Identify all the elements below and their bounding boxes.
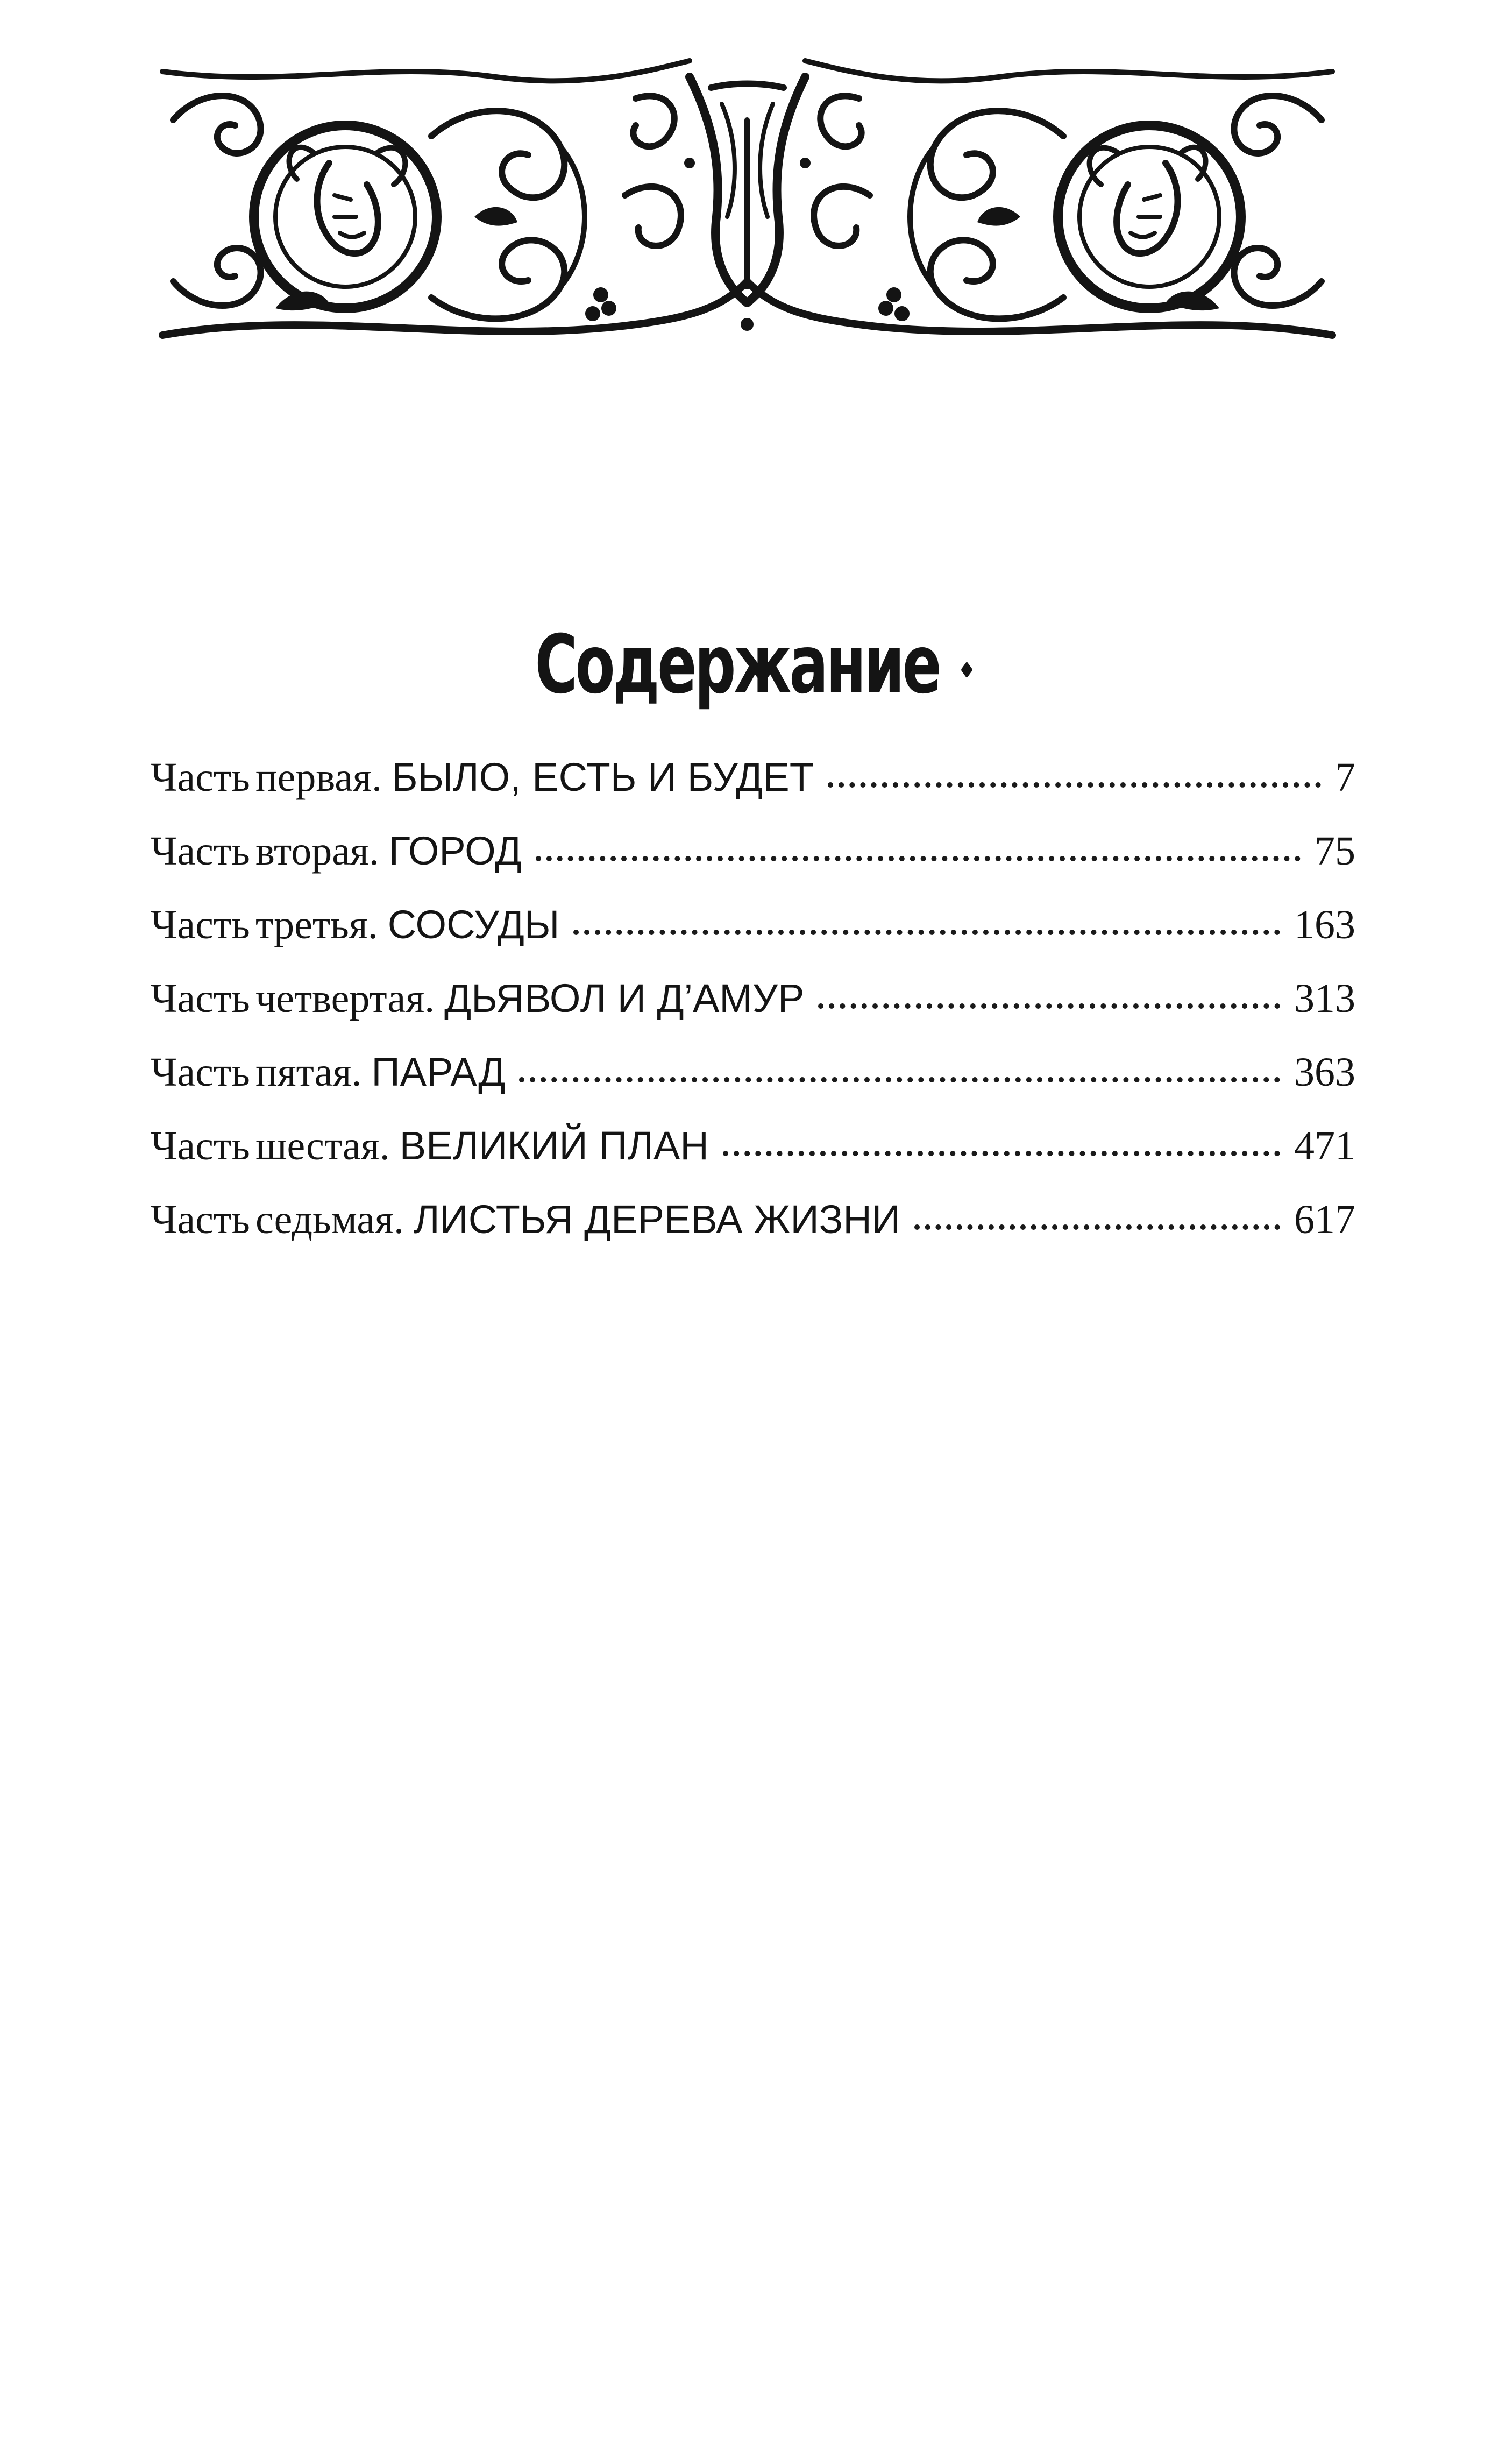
- toc-part-title: ПАРАД: [371, 1050, 506, 1094]
- toc-entry-part-5[interactable]: [151, 1048, 1355, 1122]
- toc-ordinal: третья.: [255, 902, 378, 947]
- page-title-text: Содержание: [535, 618, 940, 712]
- toc-entry-part-4[interactable]: [151, 974, 1355, 1048]
- toc-part-title: СОСУДЫ: [387, 902, 560, 947]
- toc-ordinal: первая.: [255, 755, 382, 800]
- toc-entry-part-3[interactable]: [151, 901, 1355, 974]
- dot-leader: [914, 1224, 1280, 1230]
- toc-ordinal: пятая.: [255, 1050, 362, 1095]
- toc-ordinal: вторая.: [255, 829, 379, 874]
- toc-part-word: Часть: [151, 755, 250, 800]
- toc-page-number: 7: [1335, 755, 1355, 800]
- toc-part-word: Часть: [151, 1050, 250, 1095]
- dot-leader: [723, 1151, 1280, 1156]
- toc-page-number: 471: [1294, 1123, 1355, 1169]
- toc-entry-part-7[interactable]: [151, 1195, 1355, 1269]
- dot-leader: [536, 856, 1301, 861]
- toc-part-title: БЫЛО, ЕСТЬ И БУДЕТ: [391, 755, 814, 799]
- dot-leader: [519, 1077, 1280, 1082]
- toc-part-word: Часть: [151, 902, 250, 947]
- dot-leader: [573, 930, 1280, 935]
- toc-part-title: ЛИСТЬЯ ДЕРЕВА ЖИЗНИ: [413, 1197, 901, 1242]
- toc-entry-part-6[interactable]: [151, 1122, 1355, 1195]
- table-of-contents: [151, 753, 1355, 1242]
- toc-ordinal: четвертая.: [255, 976, 435, 1021]
- toc-page-number: 617: [1294, 1197, 1355, 1242]
- toc-entry-part-2[interactable]: [151, 827, 1355, 901]
- toc-entry-part-1[interactable]: [151, 753, 1355, 827]
- toc-page-number: 75: [1315, 829, 1355, 874]
- dot-leader: [828, 782, 1321, 788]
- toc-part-word: Часть: [151, 976, 250, 1021]
- toc-page-number: 163: [1294, 902, 1355, 947]
- toc-part-title: ДЬЯВОЛ И Д’АМУР: [444, 976, 805, 1021]
- page-title: [211, 614, 1295, 716]
- toc-page-number: 363: [1294, 1050, 1355, 1095]
- toc-ordinal: шестая.: [255, 1123, 390, 1169]
- toc-ordinal: седьмая.: [255, 1197, 404, 1242]
- dot-leader: [818, 1003, 1280, 1009]
- toc-part-word: Часть: [151, 829, 250, 874]
- toc-page-number: 313: [1294, 976, 1355, 1021]
- title-bullet-icon: [961, 662, 972, 678]
- floral-headpiece-icon: [152, 55, 1343, 350]
- toc-part-title: ГОРОД: [388, 829, 522, 873]
- toc-part-word: Часть: [151, 1123, 250, 1169]
- toc-part-title: ВЕЛИКИЙ ПЛАН: [399, 1123, 709, 1168]
- toc-part-word: Часть: [151, 1197, 250, 1242]
